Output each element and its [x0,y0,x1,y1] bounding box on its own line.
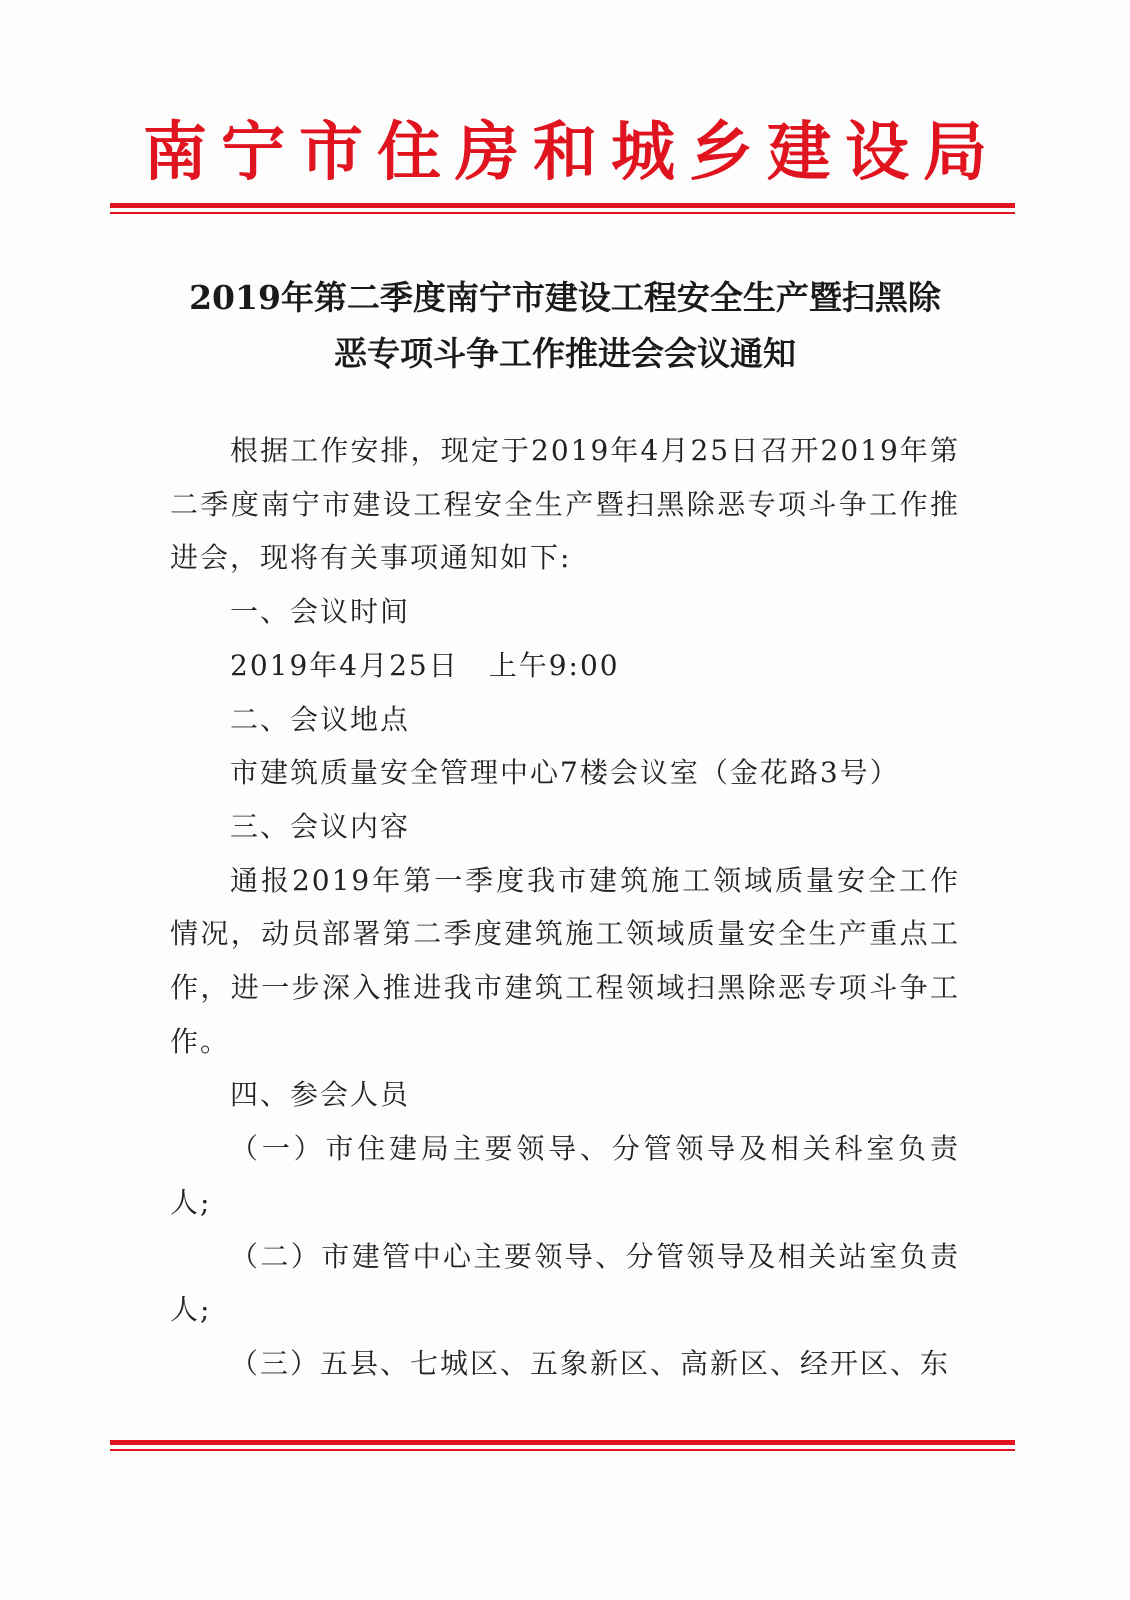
document-title [0,270,1130,382]
title-line-1: 2019年第二季度南宁市建设工程安全生产暨扫黑除 [189,278,941,317]
section-heading-time: 一、会议时间 [230,595,411,629]
rule-thin-line [110,212,1015,214]
section-heading-attendees: 四、参会人员 [230,1078,411,1112]
meeting-time: 2019年4月25日 上午9:00 [230,648,620,682]
footer-rule [110,1440,1015,1451]
intro-paragraph: 根据工作安排，现定于2019年4月25日召开2019年第二季度南宁市建设工程安全生产暨扫黑除恶专项斗争工作推进会，现将有关事项通知如下: [170,434,960,575]
document-body [170,424,960,1391]
rule-thick-line [110,203,1015,208]
title-line-2: 恶专项斗争工作推进会会议通知 [334,334,796,373]
attendee-item-1: （一）市住建局主要领导、分管领导及相关科室负责人; [170,1132,960,1219]
meeting-content: 通报2019年第一季度我市建筑施工领域质量安全工作情况，动员部署第二季度建筑施工领域质量安全生产重点工作，进一步深入推进我市建筑工程领域扫黑除恶专项斗争工作。 [170,863,960,1058]
section-heading-location: 二、会议地点 [230,702,411,736]
attendee-item-2: （二）市建管中心主要领导、分管领导及相关站室负责人; [170,1239,960,1327]
rule-thin-line [110,1449,1015,1451]
letterhead-org-name: 南宁市住房和城乡建设局 [143,115,1001,190]
rule-thick-line [110,1440,1015,1445]
attendee-item-3: （三）五县、七城区、五象新区、高新区、经开区、东 [230,1346,951,1380]
letterhead-rule [110,203,1015,214]
section-heading-content: 三、会议内容 [230,809,411,843]
meeting-location: 市建筑质量安全管理中心7楼会议室（金花路3号） [230,756,900,790]
